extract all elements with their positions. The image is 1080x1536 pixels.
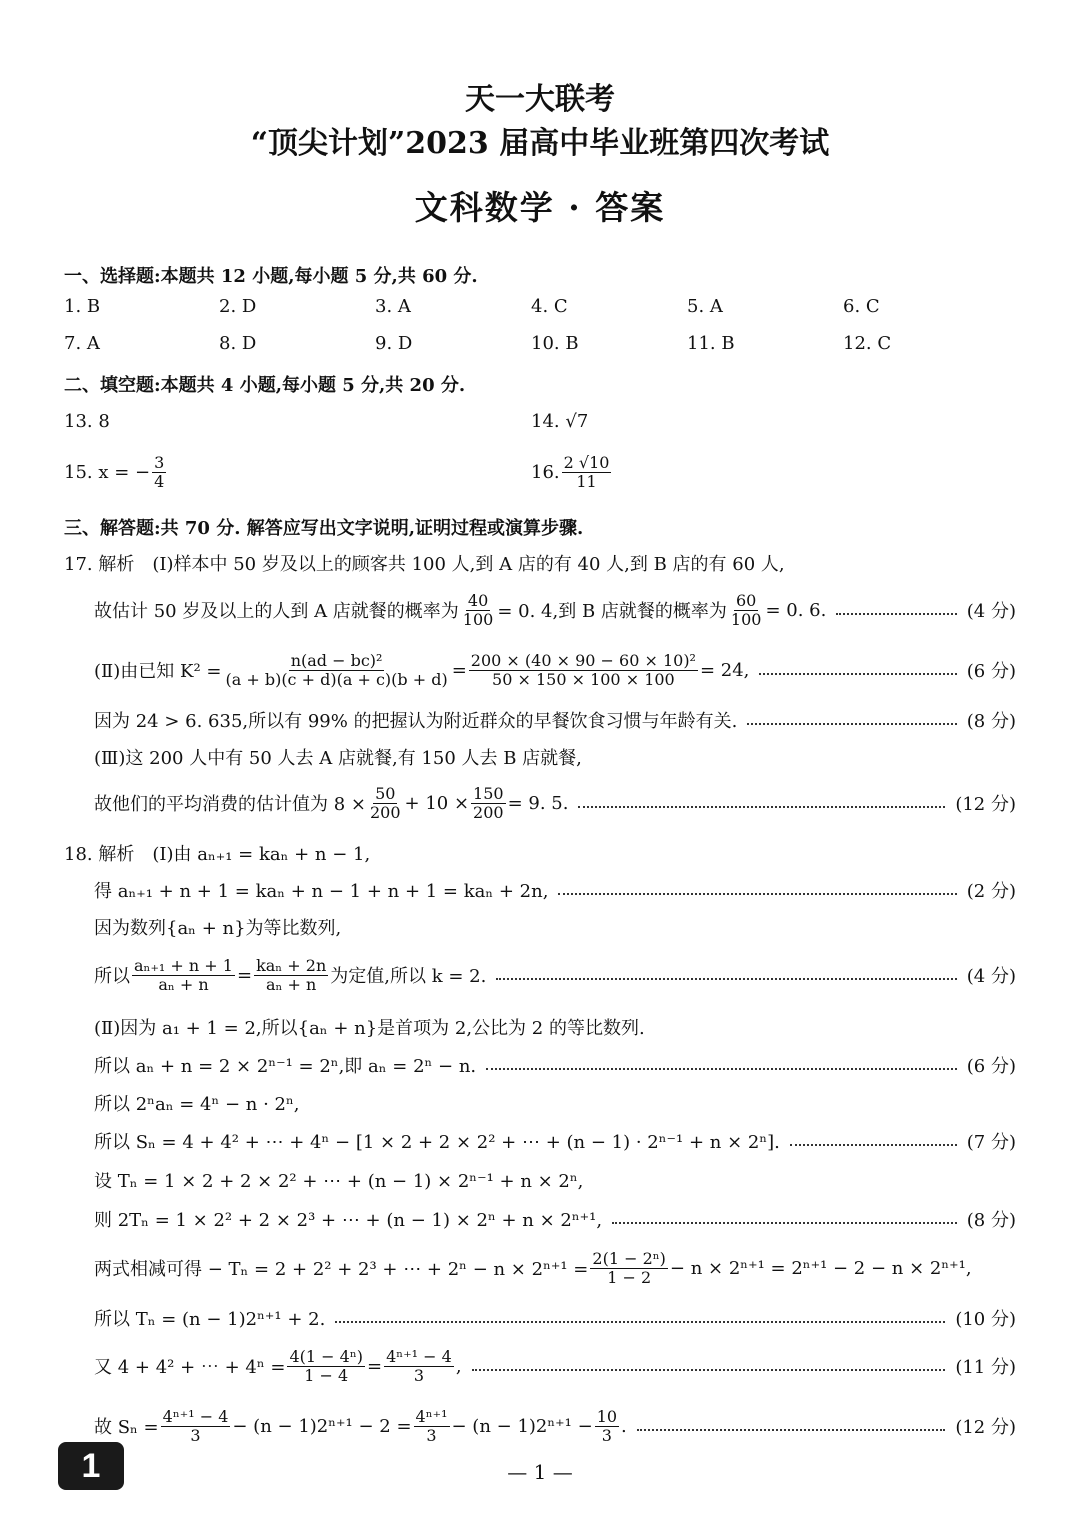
choice-answer: 4. C xyxy=(531,296,568,317)
denominator: 1 − 2 xyxy=(607,1267,652,1287)
numerator: kaₙ + 2n xyxy=(256,955,327,975)
denominator: 3 xyxy=(190,1425,201,1445)
numerator: 4(1 − 4ⁿ) xyxy=(289,1346,363,1366)
leader-dots xyxy=(759,673,956,675)
fraction xyxy=(469,652,698,689)
denominator: 200 xyxy=(369,802,401,822)
q18-line xyxy=(94,1014,1016,1040)
numerator: 200 × (40 × 90 − 60 × 10)² xyxy=(470,650,696,670)
fill-answer-14: 14. √7 xyxy=(531,411,589,432)
q18-line xyxy=(94,1344,1016,1388)
section-solution-title: 三、解答题:共 70 分. 解答应写出文字说明,证明过程或演算步骤. xyxy=(64,518,584,539)
denominator: 3 xyxy=(426,1425,437,1445)
leader-dots xyxy=(836,613,956,615)
fraction xyxy=(590,1250,668,1287)
exam-title: “顶尖计划”2023 届高中毕业班第四次考试 xyxy=(250,126,830,161)
denominator: 100 xyxy=(730,609,762,629)
solution-text: 则 2Tₙ = 1 × 2² + 2 × 2³ + ⋯ + (n − 1) × 2ⁿ + n × 2ⁿ⁺¹, xyxy=(94,1210,603,1231)
answer-label: 15. x = − xyxy=(64,462,151,483)
solution-text: = xyxy=(367,1355,383,1377)
fraction xyxy=(595,1408,619,1445)
q18-line xyxy=(94,1167,1016,1193)
solution-text: (Ⅱ)因为 a₁ + 1 = 2,所以{aₙ + n}是首项为 2,公比为 2 的等比数列. xyxy=(94,1018,645,1039)
score-mark: (7 分) xyxy=(966,1132,1016,1153)
solution-text: − (n − 1)2ⁿ⁺¹ − xyxy=(451,1415,593,1437)
solution-text: 设 Tₙ = 1 × 2 + 2 × 2² + ⋯ + (n − 1) × 2ⁿ⁻¹ + n × 2ⁿ, xyxy=(94,1171,584,1192)
numerator: n(ad − bc)² xyxy=(290,650,383,670)
choice-answer: 6. C xyxy=(843,296,880,317)
q18-line xyxy=(94,1305,1016,1331)
fill-answer-16 xyxy=(531,454,613,491)
solution-text: 17. 解析 (Ⅰ)样本中 50 岁及以上的顾客共 100 人,到 A 店的有 40 人,到 B 店的有 60 人, xyxy=(64,554,785,575)
q18-line xyxy=(94,877,1016,903)
score-mark: (8 分) xyxy=(966,1210,1016,1231)
solution-text: 得 aₙ₊₁ + n + 1 = kaₙ + n − 1 + n + 1 = kaₙ + 2n, xyxy=(94,881,549,902)
fraction xyxy=(132,957,235,994)
choice-answer: 10. B xyxy=(531,333,579,354)
choice-answer: 3. A xyxy=(375,296,411,317)
section-choice-title: 一、选择题:本题共 12 小题,每小题 5 分,共 60 分. xyxy=(64,266,478,287)
solution-text: 两式相减可得 − Tₙ = 2 + 2² + 2³ + ⋯ + 2ⁿ − n × 2ⁿ⁺¹ = xyxy=(94,1259,589,1280)
fraction xyxy=(254,957,328,994)
q17-line xyxy=(94,744,1016,770)
q17-line xyxy=(94,707,1016,733)
q18-line xyxy=(94,914,1016,940)
leader-dots xyxy=(637,1429,946,1431)
choice-answer: 1. B xyxy=(64,296,101,317)
score-mark: (6 分) xyxy=(966,1056,1016,1077)
q18-line xyxy=(94,953,1016,997)
solution-text: 所以 aₙ + n = 2 × 2ⁿ⁻¹ = 2ⁿ,即 aₙ = 2ⁿ − n. xyxy=(94,1056,477,1077)
denominator: 1 − 4 xyxy=(304,1365,349,1385)
score-mark: (4 分) xyxy=(966,601,1016,622)
fraction xyxy=(414,1408,450,1445)
denominator: 200 xyxy=(473,802,504,822)
q17-line xyxy=(94,588,1016,632)
numerator: 4ⁿ⁺¹ xyxy=(415,1406,448,1426)
choice-answer: 5. A xyxy=(687,296,723,317)
q18-line xyxy=(94,1246,1016,1290)
solution-text: 又 4 + 4² + ⋯ + 4ⁿ = xyxy=(94,1357,286,1378)
solution-text: = xyxy=(451,659,467,681)
denominator: 11 xyxy=(576,472,597,491)
q18-line xyxy=(94,1404,1016,1448)
fraction xyxy=(562,454,612,491)
page-title: 文科数学 · 答案 xyxy=(414,188,666,227)
numerator: 3 xyxy=(154,453,165,472)
score-mark: (8 分) xyxy=(966,711,1016,732)
q17-line xyxy=(64,550,1016,576)
solution-text: = 24, xyxy=(699,659,750,681)
denominator: 4 xyxy=(154,472,165,491)
score-mark: (10 分) xyxy=(955,1309,1016,1330)
score-mark: (12 分) xyxy=(955,794,1016,815)
choice-answer: 7. A xyxy=(64,333,100,354)
leader-dots xyxy=(612,1222,957,1224)
fill-answer-15 xyxy=(64,454,168,491)
solution-text: = 9. 5. xyxy=(507,792,569,814)
choice-answer: 2. D xyxy=(219,296,257,317)
denominator: 50 × 150 × 100 × 100 xyxy=(492,669,675,689)
choice-answer: 9. D xyxy=(375,333,413,354)
q18-line xyxy=(94,1206,1016,1232)
denominator: aₙ + n xyxy=(266,974,317,994)
fraction xyxy=(461,592,496,629)
numerator: 50 xyxy=(375,783,396,803)
exam-organizer: 天一大联考 xyxy=(465,82,615,117)
fraction xyxy=(471,785,506,822)
choice-answer: 11. B xyxy=(687,333,735,354)
denominator: 100 xyxy=(462,609,494,629)
choice-answer: 8. D xyxy=(219,333,257,354)
numerator: 60 xyxy=(735,590,757,610)
page-number: — 1 — xyxy=(507,1460,573,1484)
solution-text: = xyxy=(236,964,253,986)
leader-dots xyxy=(496,978,956,980)
q17-line xyxy=(94,648,1016,692)
fill-answer-13: 13. 8 xyxy=(64,411,110,432)
solution-text: 因为 24 > 6. 635,所以有 99% 的把握认为附近群众的早餐饮食习惯与年龄有关. xyxy=(94,711,738,732)
numerator: aₙ₊₁ + n + 1 xyxy=(134,955,233,975)
solution-text: , xyxy=(455,1355,462,1377)
solution-text: − (n − 1)2ⁿ⁺¹ − 2 = xyxy=(232,1415,412,1437)
leader-dots xyxy=(747,723,956,725)
fraction xyxy=(384,1348,454,1385)
q18-line xyxy=(94,1090,1016,1116)
solution-text: (Ⅲ)这 200 人中有 50 人去 A 店就餐,有 150 人去 B 店就餐, xyxy=(94,748,582,769)
numerator: 2 √10 xyxy=(563,453,610,472)
solution-text: 所以 2ⁿaₙ = 4ⁿ − n · 2ⁿ, xyxy=(94,1094,300,1115)
numerator: 10 xyxy=(596,1406,618,1426)
q18-line xyxy=(64,840,1016,866)
page-badge: 1 xyxy=(58,1442,124,1490)
solution-text: 18. 解析 (Ⅰ)由 aₙ₊₁ = kaₙ + n − 1, xyxy=(64,844,371,865)
solution-text: = 0. 6. xyxy=(765,599,827,621)
solution-text: (Ⅱ)由已知 K² = xyxy=(94,661,222,682)
denominator: 3 xyxy=(601,1425,612,1445)
solution-text: 故他们的平均消费的估计值为 8 × xyxy=(94,794,366,815)
numerator: 2(1 − 2ⁿ) xyxy=(592,1248,666,1268)
solution-text: − n × 2ⁿ⁺¹ = 2ⁿ⁺¹ − 2 − n × 2ⁿ⁺¹, xyxy=(669,1257,972,1279)
solution-text: . xyxy=(621,1415,627,1437)
score-mark: (12 分) xyxy=(955,1417,1016,1438)
section-fill-title: 二、填空题:本题共 4 小题,每小题 5 分,共 20 分. xyxy=(64,375,466,396)
numerator: 4ⁿ⁺¹ − 4 xyxy=(162,1406,229,1426)
numerator: 4ⁿ⁺¹ − 4 xyxy=(386,1346,452,1366)
fraction xyxy=(161,1408,231,1445)
leader-dots xyxy=(472,1369,946,1371)
fraction xyxy=(152,454,166,491)
denominator: (a + b)(c + d)(a + c)(b + d) xyxy=(225,669,448,689)
solution-text: 所以 Tₙ = (n − 1)2ⁿ⁺¹ + 2. xyxy=(94,1309,326,1330)
solution-text: = 0. 4,到 B 店就餐的概率为 xyxy=(497,601,727,622)
denominator: aₙ + n xyxy=(158,974,209,994)
fraction xyxy=(729,592,764,629)
score-mark: (2 分) xyxy=(966,881,1016,902)
q17-line xyxy=(94,781,1016,825)
solution-text: 故估计 50 岁及以上的人到 A 店就餐的概率为 xyxy=(94,601,459,622)
solution-text: + 10 × xyxy=(404,792,470,814)
fraction xyxy=(287,1348,365,1385)
answer-label: 16. xyxy=(531,462,560,483)
leader-dots xyxy=(486,1068,957,1070)
numerator: 40 xyxy=(467,590,489,610)
q18-line xyxy=(94,1052,1016,1078)
leader-dots xyxy=(335,1321,945,1323)
solution-text: 为定值,所以 k = 2. xyxy=(330,966,487,987)
solution-text: 因为数列{aₙ + n}为等比数列, xyxy=(94,918,342,939)
fraction xyxy=(223,652,449,689)
q18-line xyxy=(94,1128,1016,1154)
score-mark: (4 分) xyxy=(966,966,1016,987)
denominator: 3 xyxy=(413,1365,425,1385)
leader-dots xyxy=(790,1144,957,1146)
score-mark: (6 分) xyxy=(966,661,1016,682)
choice-answer: 12. C xyxy=(843,333,892,354)
solution-text: 所以 Sₙ = 4 + 4² + ⋯ + 4ⁿ − [1 × 2 + 2 × 2² + ⋯ + (n − 1) · 2ⁿ⁻¹ + n × 2ⁿ]. xyxy=(94,1132,780,1153)
fraction xyxy=(368,785,403,822)
solution-text: 故 Sₙ = xyxy=(94,1417,159,1438)
score-mark: (11 分) xyxy=(955,1357,1016,1378)
solution-text: 所以 xyxy=(94,966,130,987)
numerator: 150 xyxy=(473,783,504,803)
leader-dots xyxy=(558,893,956,895)
leader-dots xyxy=(578,806,945,808)
